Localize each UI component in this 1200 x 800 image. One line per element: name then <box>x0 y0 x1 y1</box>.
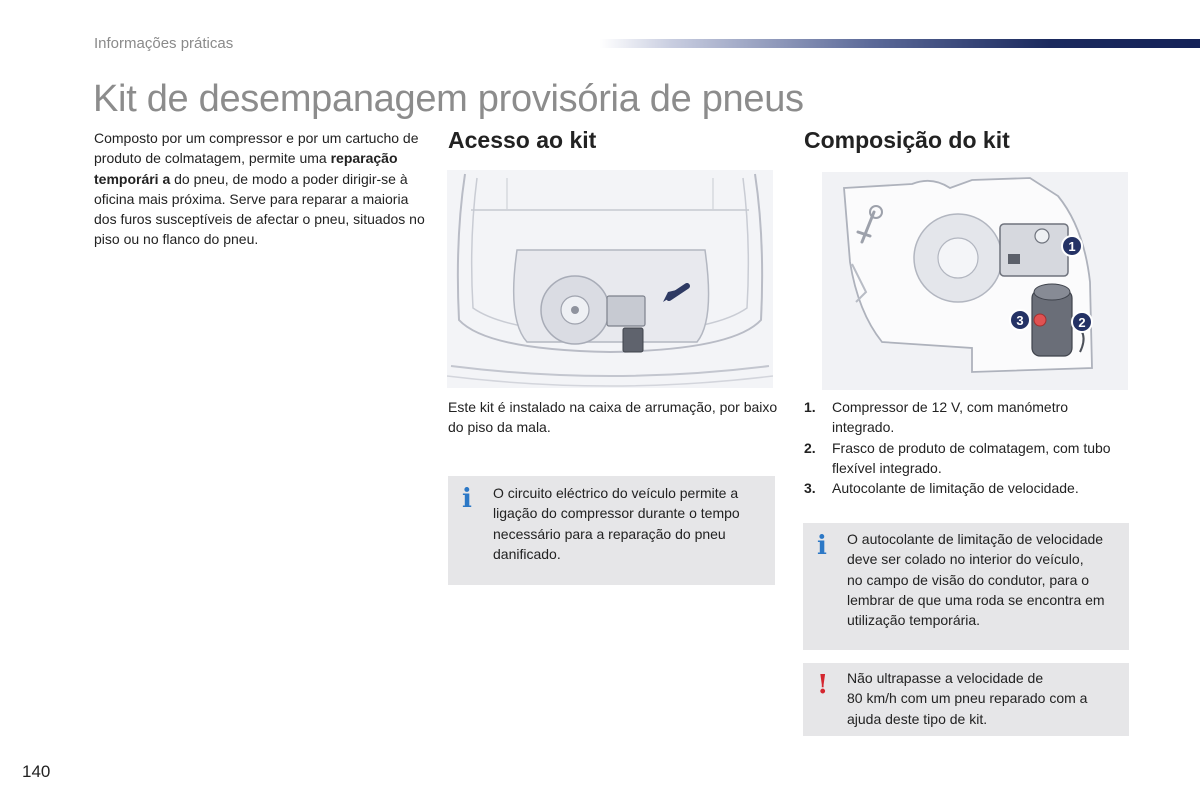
sticker-info-line: utilização temporária. <box>847 612 981 629</box>
sticker-info-line: lembrar de que uma roda se encontra em <box>847 591 1105 608</box>
callout-1: 1 <box>1068 239 1076 254</box>
list-item <box>804 478 1134 498</box>
sticker-info-line: O autocolante de limitação de velocidade <box>847 531 1104 547</box>
sticker-info-line: deve ser colado no interior do veículo, <box>847 551 1084 568</box>
speed-warning-note <box>803 663 1129 736</box>
trunk-illustration <box>447 170 773 388</box>
kit-components-list <box>804 397 1134 498</box>
page-number: 140 <box>22 762 51 781</box>
warning-icon: ! <box>817 670 829 700</box>
kit-illustration <box>822 172 1128 390</box>
access-heading: Acesso ao kit <box>448 127 597 153</box>
trunk-caption: Este kit é instalado na caixa de arrumação, por baixo do piso da mala. <box>448 399 778 436</box>
intro-bold-text: reparação temporári a <box>94 150 398 187</box>
sticker-info-line: no campo de visão do condutor, para o <box>847 571 1090 588</box>
speed-warning-line: 80 km/h com um pneu reparado com a <box>847 690 1088 707</box>
trunk-drawing <box>447 170 773 388</box>
list-item <box>804 438 1134 479</box>
info-icon: i <box>817 531 827 561</box>
circuit-info-text: O circuito eléctrico do veículo permite a ligação do compressor durante o tempo necessário para a reparação do pneu danificado. <box>493 485 740 562</box>
intro-text-after: do pneu, de modo a poder dirigir-se à oficina mais próxima. Serve para reparar a maioria dos furos susceptíveis de afectar o pneu, situados no piso ou no flanco do pneu. <box>94 170 425 248</box>
list-item <box>804 397 1134 438</box>
callout-3: 3 <box>1016 313 1024 328</box>
page-title: Kit de desempanagem provisória de pneus <box>93 78 804 120</box>
speed-warning-line: Não ultrapasse a velocidade de <box>847 670 1044 686</box>
sticker-info-text <box>847 529 1127 630</box>
header-bar <box>600 39 1200 48</box>
speed-warning-line: ajuda deste tipo de kit. <box>847 710 988 727</box>
intro-text-before: Composto por um compressor e por um cartucho de produto de colmatagem, permite uma <box>94 130 419 167</box>
speed-warning-text <box>847 668 1127 729</box>
list-item-text: Compressor de 12 V, com manómetro integrado. <box>832 399 1069 436</box>
intro-paragraph <box>94 128 426 250</box>
info-icon: i <box>462 484 472 514</box>
composition-heading: Composição do kit <box>804 127 1010 153</box>
callout-2: 2 <box>1078 315 1086 330</box>
kit-drawing <box>822 172 1128 390</box>
sticker-info-note <box>803 523 1129 650</box>
list-item-text: Frasco de produto de colmatagem, com tubo flexível integrado. <box>832 439 1111 476</box>
list-item-text: Autocolante de limitação de velocidade. <box>832 480 1079 497</box>
list-item-number: 1. <box>804 399 816 415</box>
list-item-number: 3. <box>804 480 816 497</box>
circuit-info-note <box>448 476 775 585</box>
section-label: Informações práticas <box>94 35 234 52</box>
list-item-number: 2. <box>804 439 816 456</box>
